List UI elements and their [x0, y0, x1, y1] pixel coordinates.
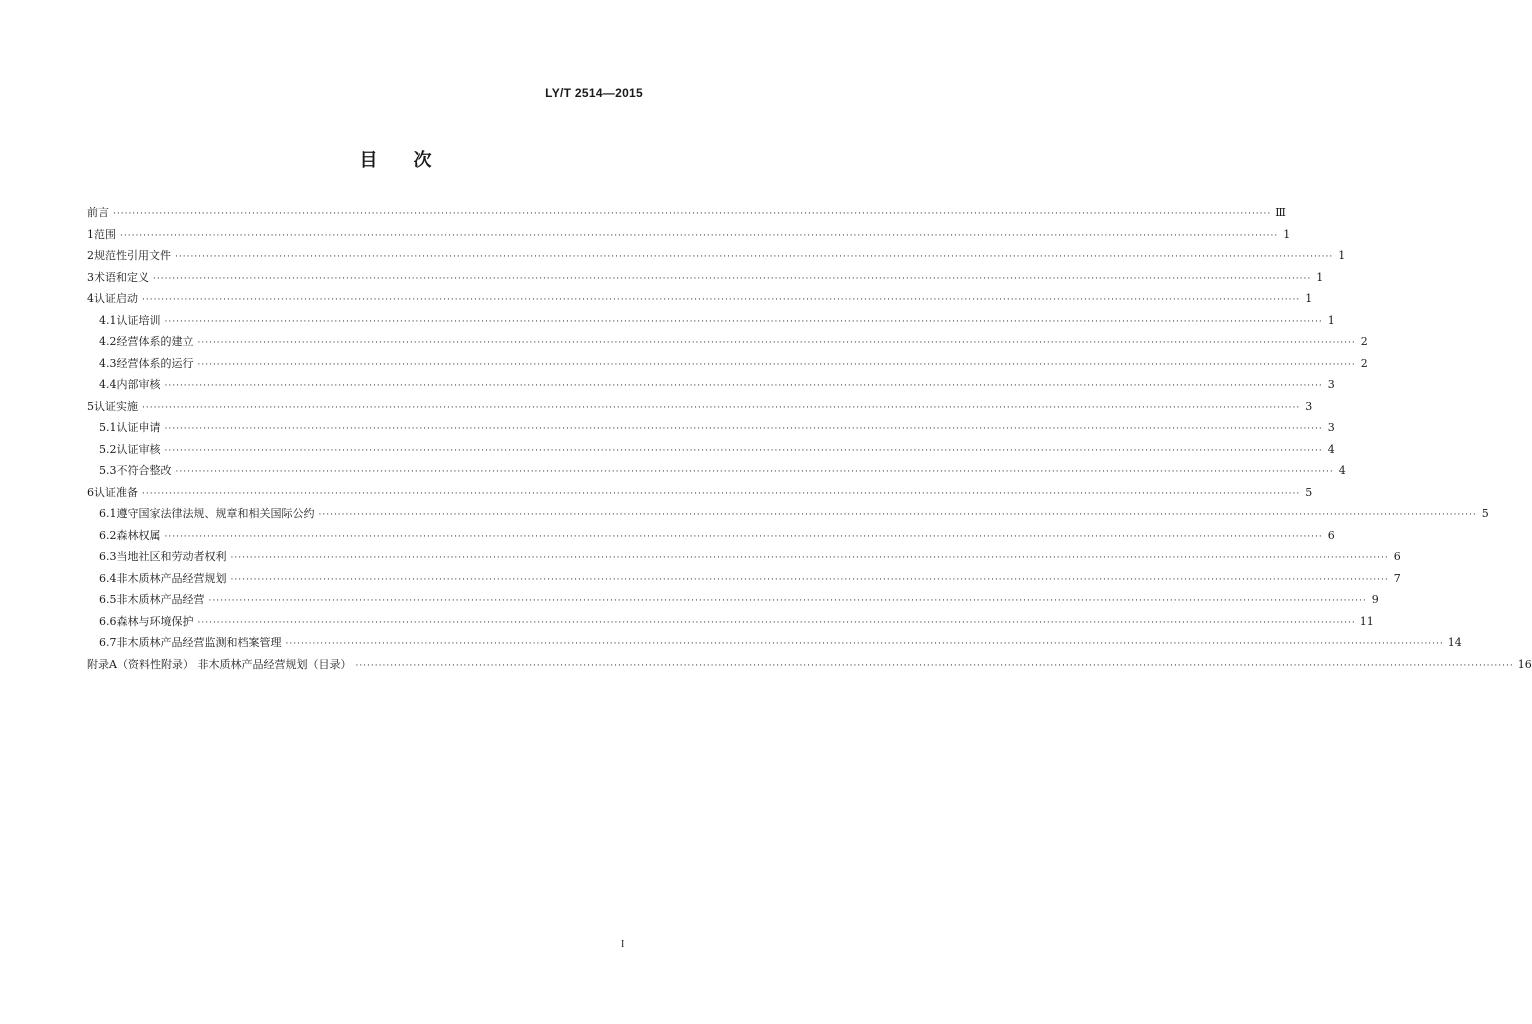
toc-entry-label: 不符合整改 [116, 464, 172, 477]
standard-code: LY/T 2514—2015 [545, 86, 643, 100]
toc-dot-leader: ············································································································································································································································································································ [164, 381, 1323, 391]
toc-entry[interactable] [87, 226, 1291, 248]
toc-entry-label: 森林权属 [116, 528, 161, 542]
toc-entry-number: 2 [87, 249, 94, 262]
toc-entry[interactable] [87, 462, 1346, 484]
toc-entry-page: 1 [1338, 249, 1346, 262]
toc-dot-leader: ············································································································································································································································································································ [164, 424, 1323, 434]
toc-dot-leader: ············································································································································································································································································································ [175, 467, 1334, 477]
toc-entry[interactable] [87, 376, 1335, 398]
toc-entry[interactable] [87, 441, 1335, 463]
toc-entry-label: 遵守国家法律法规、规章和相关国际公约 [116, 507, 315, 520]
toc-entry-number: 4 [87, 292, 94, 305]
toc-entry[interactable] [87, 634, 1462, 656]
toc-entry-page: 16 [1517, 657, 1532, 671]
toc-entry-number: 3 [87, 270, 94, 284]
toc-entry-page: 11 [1359, 614, 1374, 628]
toc-entry-label: 当地社区和劳动者权利 [116, 550, 227, 563]
toc-dot-leader: ············································································································································································································································································································ [285, 639, 1444, 649]
toc-entry[interactable] [87, 398, 1313, 420]
toc-entry-number: 6.2 [99, 528, 117, 542]
toc-dot-leader: ············································································································································································································································································································ [355, 660, 1514, 671]
toc-entry-page: 1 [1327, 313, 1335, 327]
toc-entry[interactable] [87, 527, 1335, 549]
toc-entry-page: 5 [1305, 485, 1313, 499]
toc-entry-page: 14 [1447, 636, 1462, 649]
toc-entry[interactable] [87, 204, 1286, 226]
toc-entry-number: 4.2 [99, 335, 117, 348]
toc-entry[interactable] [87, 570, 1401, 592]
toc-entry-label: 认证启动 [94, 292, 138, 305]
table-of-contents [87, 204, 1532, 677]
toc-entry-label: 认证申请 [116, 421, 161, 434]
toc-entry-label: 森林与环境保护 [116, 614, 194, 628]
toc-dot-leader: ············································································································································································································································································································ [120, 230, 1279, 241]
toc-entry-label: 前言 [87, 206, 109, 219]
toc-dot-leader: ············································································································································································································································································································ [153, 273, 1312, 284]
toc-entry[interactable] [87, 656, 1532, 678]
toc-dot-leader: ············································································································································································································································································································ [197, 359, 1356, 370]
toc-entry-label: 内部审核 [116, 378, 161, 391]
toc-dot-leader: ············································································································································································································································································································ [197, 617, 1356, 628]
toc-entry-page: 4 [1338, 464, 1346, 477]
toc-entry-page: 9 [1371, 593, 1379, 606]
toc-entry[interactable] [87, 591, 1379, 613]
toc-title: 目次 [359, 150, 468, 171]
toc-entry[interactable] [87, 290, 1313, 312]
toc-entry[interactable] [87, 333, 1368, 355]
toc-entry-number: 5.3 [99, 464, 117, 477]
toc-entry-number: 5 [87, 399, 94, 413]
toc-entry-label: 经营体系的建立 [116, 335, 194, 348]
toc-entry[interactable] [87, 355, 1368, 377]
toc-entry-number: 6 [87, 485, 94, 499]
toc-entry-page: 6 [1327, 528, 1335, 542]
toc-entry[interactable] [87, 247, 1346, 269]
toc-entry-label: 附录A（资料性附录） 非木质林产品经营规划（目录） [87, 657, 352, 671]
toc-entry-label: 术语和定义 [94, 270, 149, 284]
toc-entry-label: 认证培训 [116, 313, 161, 327]
toc-dot-leader: ············································································································································································································································································································ [197, 338, 1356, 348]
toc-dot-leader: ············································································································································································································································································································ [175, 252, 1334, 262]
toc-entry-label: 认证审核 [116, 442, 161, 456]
toc-entry-label: 非木质林产品经营监测和档案管理 [116, 636, 282, 649]
toc-dot-leader: ············································································································································································································································································································ [164, 445, 1323, 456]
toc-entry-number: 5.1 [99, 421, 117, 434]
toc-dot-leader: ············································································································································································································································································································ [113, 209, 1272, 219]
toc-entry-page: 2 [1360, 356, 1368, 370]
toc-dot-leader: ············································································································································································································································································································ [164, 316, 1323, 327]
toc-entry-number: 6.1 [99, 507, 117, 520]
toc-entry-number: 6.6 [99, 614, 117, 628]
toc-entry-label: 范围 [94, 227, 116, 241]
toc-entry-page: Ⅲ [1275, 206, 1286, 219]
toc-entry-page: 7 [1393, 571, 1401, 585]
toc-dot-leader: ············································································································································································································································································································ [230, 553, 1389, 563]
toc-entry-page: 3 [1327, 378, 1335, 391]
toc-entry[interactable] [87, 312, 1335, 334]
toc-entry[interactable] [87, 419, 1335, 441]
toc-entry-label: 非木质林产品经营 [116, 593, 205, 606]
toc-entry-page: 2 [1360, 335, 1368, 348]
toc-entry-number: 6.5 [99, 593, 117, 606]
toc-entry-page: 3 [1327, 421, 1335, 434]
toc-entry-page: 3 [1305, 399, 1313, 413]
toc-entry-number: 6.7 [99, 636, 117, 649]
toc-dot-leader: ············································································································································································································································································································ [230, 574, 1389, 585]
toc-entry-number: 5.2 [99, 442, 117, 456]
toc-entry[interactable] [87, 613, 1374, 635]
toc-entry-label: 认证实施 [94, 399, 138, 413]
toc-entry[interactable] [87, 269, 1324, 291]
toc-dot-leader: ············································································································································································································································································································ [164, 531, 1323, 542]
toc-entry[interactable] [87, 548, 1401, 570]
toc-entry-number: 4.1 [99, 313, 117, 327]
toc-dot-leader: ············································································································································································································································································································ [142, 295, 1301, 305]
toc-dot-leader: ············································································································································································································································································································ [208, 596, 1367, 606]
toc-dot-leader: ············································································································································································································································································································ [318, 510, 1477, 520]
page-number: I [621, 939, 625, 950]
toc-dot-leader: ············································································································································································································································································································ [142, 488, 1301, 499]
toc-entry-page: 1 [1305, 292, 1313, 305]
toc-entry-page: 1 [1316, 270, 1324, 284]
toc-entry-number: 6.4 [99, 571, 117, 585]
toc-entry-label: 经营体系的运行 [116, 356, 194, 370]
toc-entry-number: 1 [87, 227, 94, 241]
toc-entry-number: 4.4 [99, 378, 117, 391]
toc-entry-number: 6.3 [99, 550, 117, 563]
toc-entry-label: 非木质林产品经营规划 [116, 571, 227, 585]
toc-entry-page: 4 [1327, 442, 1335, 456]
toc-entry-page: 1 [1283, 227, 1291, 241]
toc-entry[interactable] [87, 505, 1489, 527]
toc-entry-page: 6 [1393, 550, 1401, 563]
toc-entry-number: 4.3 [99, 356, 117, 370]
toc-dot-leader: ············································································································································································································································································································ [142, 402, 1301, 413]
toc-entry-label: 规范性引用文件 [94, 249, 171, 262]
toc-entry-label: 认证准备 [94, 485, 138, 499]
toc-entry-page: 5 [1481, 507, 1489, 520]
toc-entry[interactable] [87, 484, 1313, 506]
